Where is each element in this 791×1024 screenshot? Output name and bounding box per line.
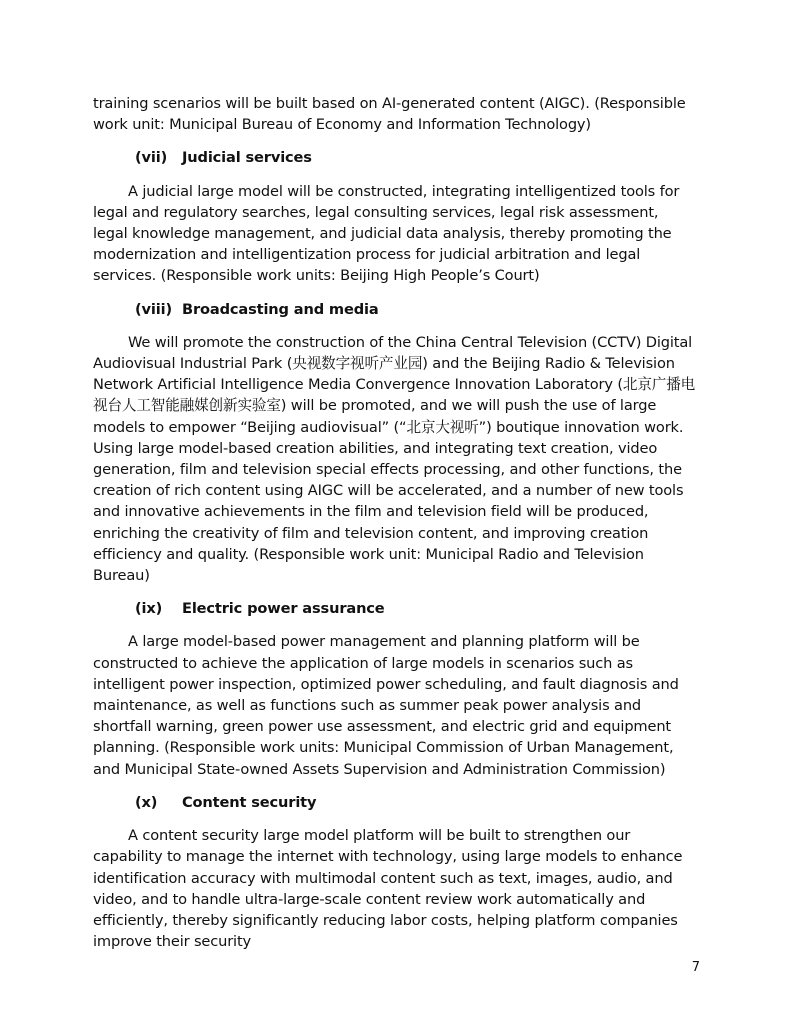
page-number: 7 <box>691 960 700 975</box>
section-number: (vii) <box>135 149 168 167</box>
section-title: Content security <box>182 793 317 811</box>
document-body <box>93 93 696 952</box>
paragraph-judicial: A judicial large model will be constructed, integrating intelligentized tools for legal and regulatory searches, legal consulting services, legal risk assessment, legal knowledge management, and judicial data analysis, thereby promoting the modernization and intelligentization process for judicial arbitration and legal services. (Responsible work units: Beijing High People’s Court) <box>93 182 680 285</box>
section-number: (viii) <box>135 300 172 318</box>
paragraph-continuation: training scenarios will be built based on AI-generated content (AIGC). (Responsible work unit: Municipal Bureau of Economy and Information Technology) <box>93 95 686 134</box>
section-number: (ix) <box>135 600 163 618</box>
paragraph-content-security: A content security large model platform will be built to strengthen our capability to manage the internet with technology, using large models to enhance identification accuracy with multimodal content such as text, images, audio, and video, and to handle ultra-large-scale content review work automatically and efficiently, thereby significantly reducing labor costs, helping platform companies improve their security <box>93 827 683 951</box>
section-title: Electric power assurance <box>182 600 385 618</box>
section-heading-viii <box>93 299 696 320</box>
section-number: (x) <box>135 793 158 811</box>
section-title: Judicial services <box>182 149 312 167</box>
section-heading-x <box>93 792 696 813</box>
paragraph-broadcasting: We will promote the construction of the China Central Television (CCTV) Digital Audiovisual Industrial Park (央视数字视听产业园) and the Beijing Radio & Television Network Artificial Intelligence Media Convergence Innovation Laboratory (北京广播电视台人工智能融媒创新实验室) will be promoted, and we will push the use of large models to empower “Beijing audiovisual” (“北京大视听”) boutique innovation work. Using large model-based creation abilities, and integrating text creation, video generation, film and television special effects processing, and other functions, the creation of rich content using AIGC will be accelerated, and a number of new tools and innovative achievements in the film and television field will be produced, enriching the creativity of film and television content, and improving creation efficiency and quality. (Responsible work unit: Municipal Radio and Television Bureau) <box>93 333 696 585</box>
section-title: Broadcasting and media <box>182 300 379 318</box>
section-heading-ix <box>93 598 696 619</box>
section-heading-vii <box>93 147 696 168</box>
paragraph-electric-power: A large model-based power management and planning platform will be constructed to achieve the application of large models in scenarios such as intelligent power inspection, optimized power scheduling, and fault diagnosis and maintenance, as well as functions such as summer peak power analysis and shortfall warning, green power use assessment, and electric grid and equipment planning. (Responsible work units: Municipal Commission of Urban Management, and Municipal State-owned Assets Supervision and Administration Commission) <box>93 633 679 778</box>
